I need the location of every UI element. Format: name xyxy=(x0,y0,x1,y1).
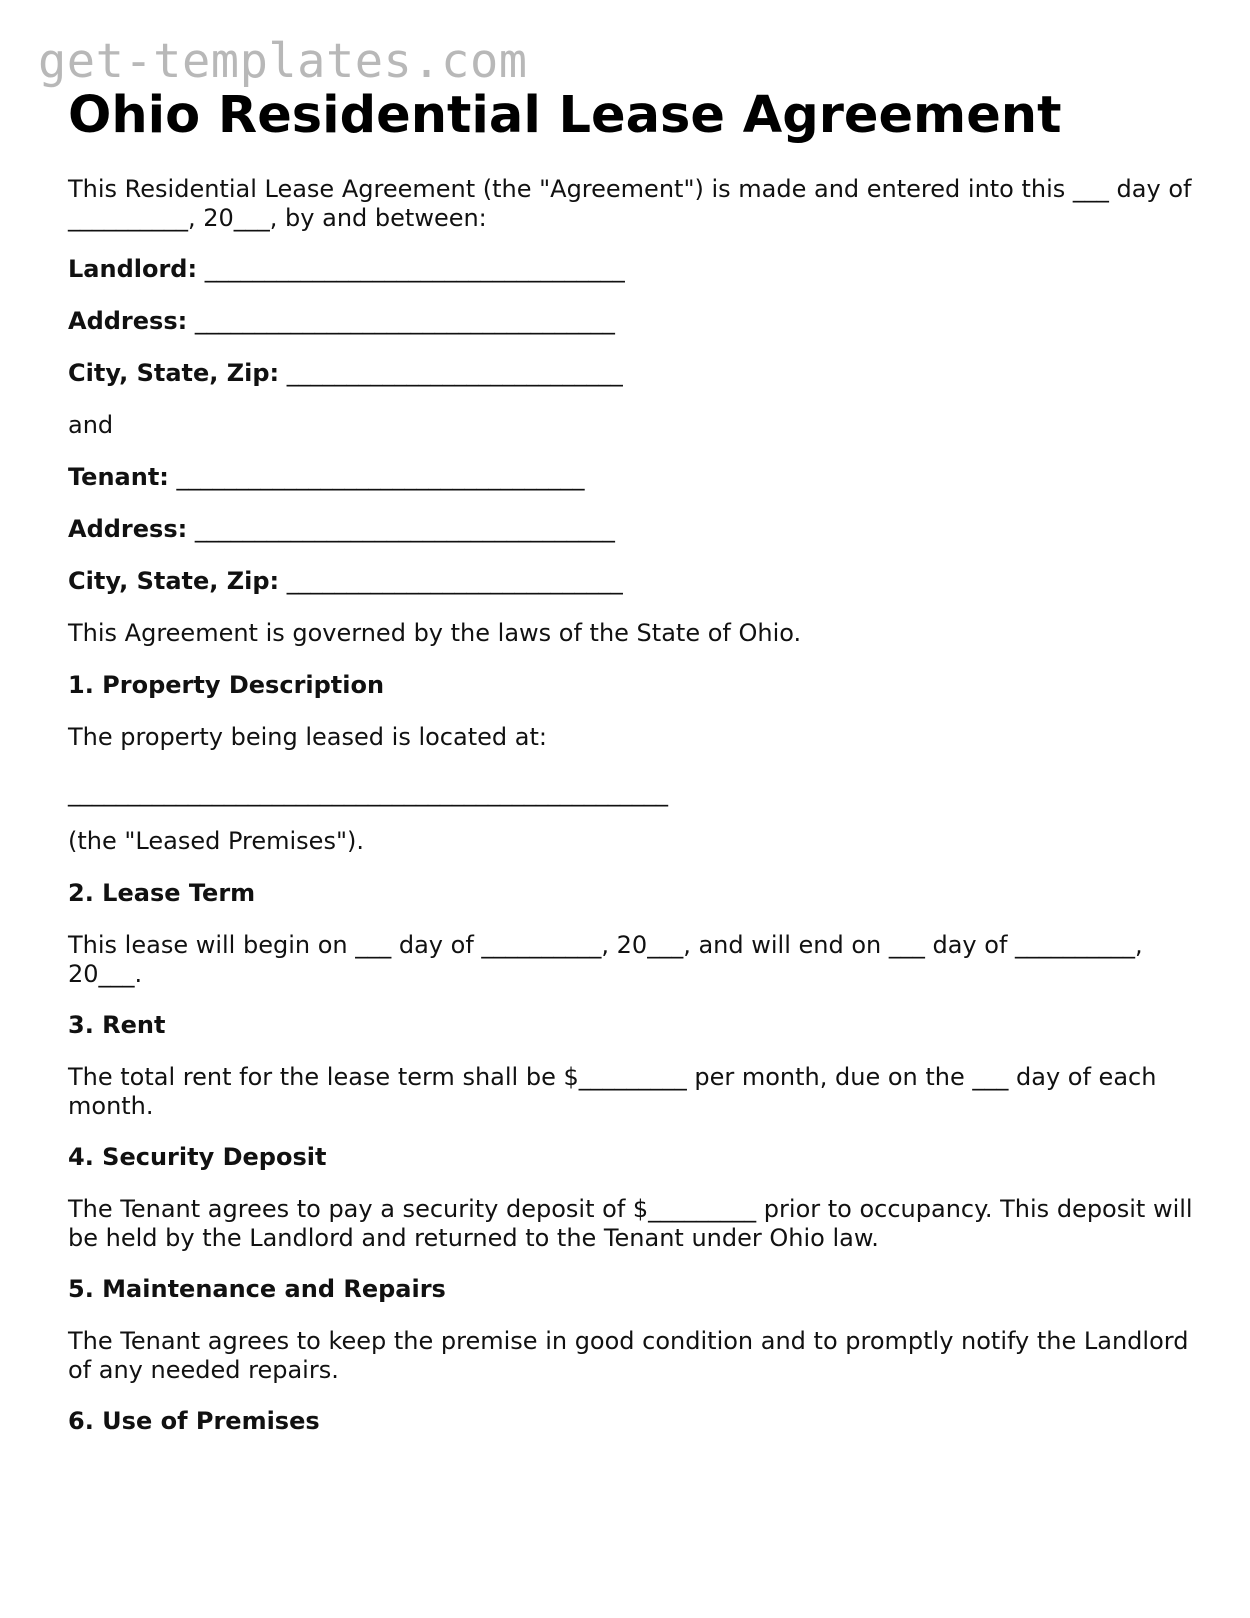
property-address-blank: __________________________________________________ xyxy=(68,779,668,807)
maintenance-paragraph: The Tenant agrees to keep the premise in good condition and to promptly notify the Landlord of any needed repairs. xyxy=(68,1327,1189,1384)
property-text: The property being leased is located at: xyxy=(68,723,547,751)
section-heading-rent: 3. Rent xyxy=(68,1011,166,1039)
section-heading-property: 1. Property Description xyxy=(68,671,385,699)
tenant-city-label: City, State, Zip: xyxy=(68,567,280,595)
and-text: and xyxy=(68,411,114,439)
landlord-address-blank: ___________________________________ xyxy=(194,307,615,335)
landlord-city-label: City, State, Zip: xyxy=(68,359,280,387)
deposit-paragraph: The Tenant agrees to pay a security deposit of $_________ prior to occupancy. This deposit will be held by the Landlord and returned to the Tenant under Ohio law. xyxy=(68,1195,1193,1252)
tenant-address-blank: ___________________________________ xyxy=(194,515,615,543)
landlord-address-field xyxy=(68,307,615,336)
watermark: get-templates.com xyxy=(38,34,528,89)
landlord-city-field xyxy=(68,359,623,388)
leased-premises-text: (the "Leased Premises"). xyxy=(68,827,364,855)
term-paragraph: This lease will begin on ___ day of __________, 20___, and will end on ___ day of __________, 20___. xyxy=(68,931,1143,988)
rent-paragraph: The total rent for the lease term shall be $_________ per month, due on the ___ day of each month. xyxy=(68,1063,1157,1120)
governing-law-text: This Agreement is governed by the laws of the State of Ohio. xyxy=(68,619,802,647)
tenant-city-blank: ____________________________ xyxy=(286,567,623,595)
section-heading-deposit: 4. Security Deposit xyxy=(68,1143,327,1171)
landlord-name-label: Landlord: xyxy=(68,255,198,283)
tenant-name-field xyxy=(68,463,585,492)
tenant-address-label: Address: xyxy=(68,515,188,543)
landlord-name-blank: ___________________________________ xyxy=(204,255,625,283)
landlord-address-label: Address: xyxy=(68,307,188,335)
landlord-city-blank: ____________________________ xyxy=(286,359,623,387)
section-heading-use: 6. Use of Premises xyxy=(68,1407,320,1435)
landlord-name-field xyxy=(68,255,625,284)
section-heading-term: 2. Lease Term xyxy=(68,879,256,907)
tenant-name-blank: __________________________________ xyxy=(176,463,585,491)
tenant-address-field xyxy=(68,515,615,544)
tenant-name-label: Tenant: xyxy=(68,463,169,491)
tenant-city-field xyxy=(68,567,623,596)
section-heading-maintenance: 5. Maintenance and Repairs xyxy=(68,1275,446,1303)
page-title: Ohio Residential Lease Agreement xyxy=(68,86,1062,145)
intro-paragraph: This Residential Lease Agreement (the "Agreement") is made and entered into this ___ day of __________, 20___, by and between: xyxy=(68,175,1192,232)
